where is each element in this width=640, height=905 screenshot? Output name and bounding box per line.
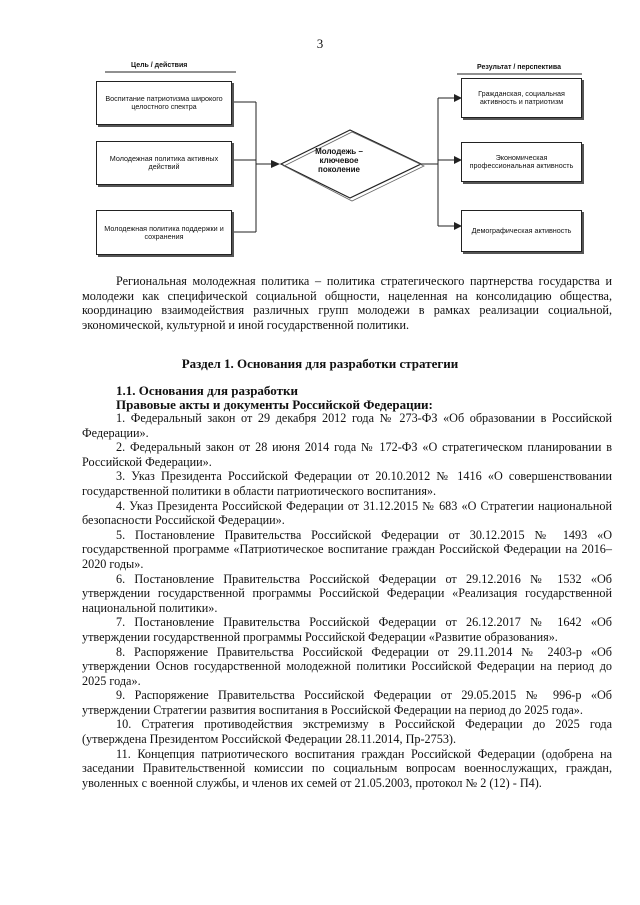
subsection-subtitle: Правовые акты и документы Российской Федерации: — [116, 397, 433, 412]
left-box-active-policy: Молодежная политика активных действий — [96, 141, 232, 185]
left-box-support-policy: Молодежная политика поддержки и сохранения — [96, 210, 232, 255]
strategy-diagram — [0, 0, 640, 270]
subsection-title: 1.1. Основания для разработки — [116, 383, 298, 398]
legal-acts-list — [82, 411, 612, 790]
list-item: 1. Федеральный закон от 29 декабря 2012 года № 273-ФЗ «Об образовании в Российской Федерации». — [82, 411, 612, 440]
section-title: Раздел 1. Основания для разработки стратегии — [181, 356, 459, 371]
center-label: Молодежь – ключевое поколение — [315, 147, 363, 174]
intro-paragraph: Региональная молодежная политика – политика стратегического партнерства государства и молодежи как специфической социальной общности, нацеленная на консолидацию общества, координацию взаимодействия различных групп молодежи в рамках реализации социальной, экономической, культурной и иной государственной политики. — [82, 274, 612, 332]
list-item: 3. Указ Президента Российской Федерации от 20.10.2012 № 1416 «О совершенствовании государственной политики в области патриотического воспитания». — [82, 469, 612, 498]
right-box-civic: Гражданская, социальная активность и патриотизм — [461, 78, 582, 118]
right-box-demographic: Демографическая активность — [461, 210, 582, 252]
list-item: 7. Постановление Правительства Российской Федерации от 26.12.2017 № 1642 «Об утверждении государственной программы Российской Федерации «Развитие образования». — [82, 615, 612, 644]
list-item: 6. Постановление Правительства Российской Федерации от 29.12.2016 № 1532 «Об утверждении государственной программы Российской Федерации «Реализация государственной национальной политики». — [82, 571, 612, 615]
intro-block — [82, 274, 612, 332]
left-box-patriotism: Воспитание патриотизма широкого целостного спектра — [96, 81, 232, 125]
list-item: 11. Концепция патриотического воспитания граждан Российской Федерации (одобрена на заседании Правительственной комиссии по социальным вопросам военнослужащих, граждан, уволенных с военной службы, и членов их семей от 21.05.2003, протокол № 2 (12) - П4). — [82, 746, 612, 790]
page-number: 3 — [316, 36, 324, 51]
list-item: 5. Постановление Правительства Российской Федерации от 30.12.2015 № 1493 «О государственной программе «Патриотическое воспитание граждан Российской Федерации на 2016–2020 годы». — [82, 527, 612, 571]
list-item: 4. Указ Президента Российской Федерации от 31.12.2015 № 683 «О Стратегии национальной безопасности Российской Федерации». — [82, 498, 612, 528]
list-item: 9. Распоряжение Правительства Российской Федерации от 29.05.2015 № 996-р «Об утверждении Стратегии развития воспитания в Российской Федерации на период до 2025 года». — [82, 688, 612, 717]
list-item: 2. Федеральный закон от 28 июня 2014 года № 172-ФЗ «О стратегическом планировании в Российской Федерации». — [82, 440, 612, 469]
list-item: 8. Распоряжение Правительства Российской Федерации от 29.11.2014 № 2403-р «Об утверждении Основ государственной молодежной политики Российской Федерации на период до 2025 года». — [82, 644, 612, 688]
right-header: Результат / перспектива — [477, 64, 561, 71]
left-header: Цель / действия — [131, 62, 188, 69]
right-box-economic: Экономическая профессиональная активность — [461, 142, 582, 182]
list-item: 10. Стратегия противодействия экстремизму в Российской Федерации до 2025 года (утверждена Президентом Российской Федерации 28.11.2014, Пр-2753). — [82, 717, 612, 747]
